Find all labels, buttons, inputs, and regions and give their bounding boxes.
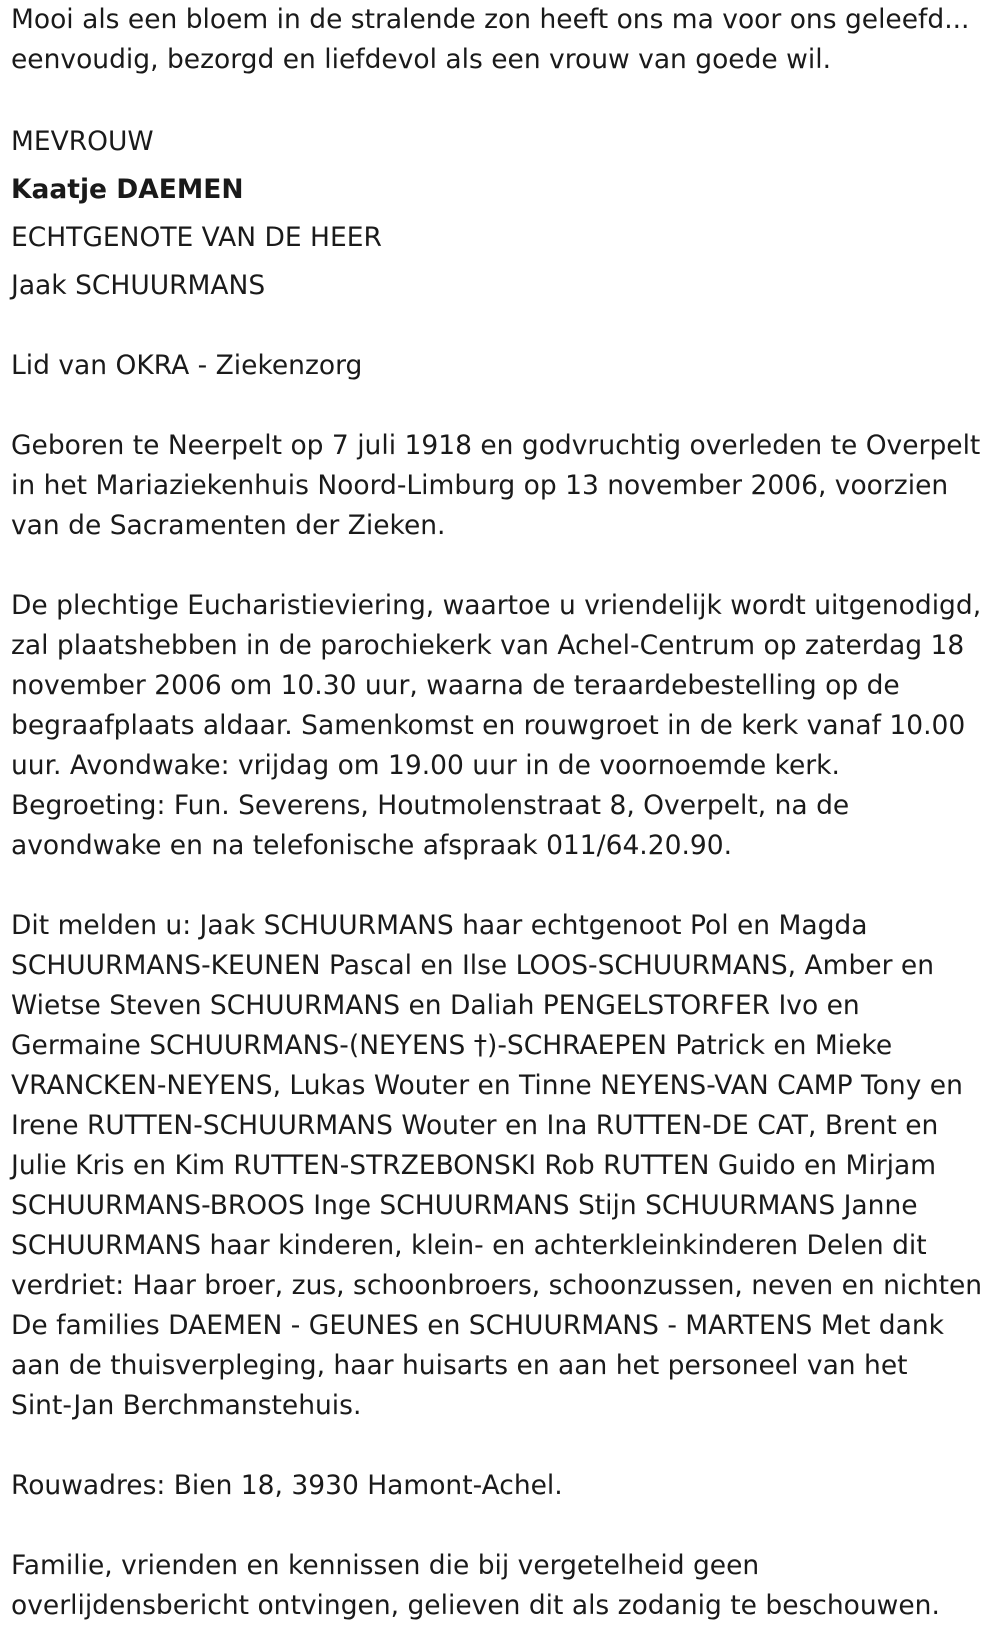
- paragraph-line: SCHUURMANS-BROOS Inge SCHUURMANS Stijn SCHUURMANS Janne: [11, 1190, 918, 1221]
- intro-line: eenvoudig, bezorgd en liefdevol als een vrouw van goede wil.: [11, 44, 831, 75]
- birth-death-paragraph: [11, 426, 988, 546]
- mourning-address: Rouwadres: Bien 18, 3930 Hamont-Achel.: [11, 1470, 563, 1501]
- paragraph-line: De plechtige Eucharistieviering, waartoe u vriendelijk wordt uitgenodigd,: [11, 590, 982, 621]
- paragraph-line: Familie, vrienden en kennissen die bij vergetelheid geen: [11, 1550, 760, 1581]
- spouse-prefix: ECHTGENOTE VAN DE HEER: [11, 222, 382, 253]
- membership: [11, 346, 988, 386]
- deceased-heading: [11, 118, 988, 310]
- intro-verse: [11, 0, 988, 80]
- paragraph-line: Sint-Jan Berchmanstehuis.: [11, 1390, 362, 1421]
- paragraph-line: begraafplaats aldaar. Samenkomst en rouwgroet in de kerk vanaf 10.00: [11, 710, 966, 741]
- paragraph-line: Wietse Steven SCHUURMANS en Daliah PENGELSTORFER Ivo en: [11, 990, 860, 1021]
- spouse-name: Jaak SCHUURMANS: [11, 270, 266, 301]
- address-paragraph: [11, 1466, 988, 1506]
- paragraph-line: Begroeting: Fun. Severens, Houtmolenstraat 8, Overpelt, na de: [11, 790, 850, 821]
- honorific: MEVROUW: [11, 126, 154, 157]
- paragraph-line: SCHUURMANS-KEUNEN Pascal en Ilse LOOS-SCHUURMANS, Amber en: [11, 950, 934, 981]
- deceased-name: Kaatje DAEMEN: [11, 174, 244, 205]
- paragraph-line: Dit melden u: Jaak SCHUURMANS haar echtgenoot Pol en Magda: [11, 910, 868, 941]
- intro-line: Mooi als een bloem in de stralende zon heeft ons ma voor ons geleefd...: [11, 4, 970, 35]
- paragraph-line: overlijdensbericht ontvingen, gelieven dit als zodanig te beschouwen.: [11, 1590, 940, 1621]
- paragraph-line: De families DAEMEN - GEUNES en SCHUURMANS - MARTENS Met dank: [11, 1310, 944, 1341]
- paragraph-line: VRANCKEN-NEYENS, Lukas Wouter en Tinne NEYENS-VAN CAMP Tony en: [11, 1070, 963, 1101]
- paragraph-line: verdriet: Haar broer, zus, schoonbroers, schoonzussen, neven en nichten: [11, 1270, 983, 1301]
- paragraph-line: Geboren te Neerpelt op 7 juli 1918 en godvruchtig overleden te Overpelt: [11, 430, 981, 461]
- paragraph-line: uur. Avondwake: vrijdag om 19.00 uur in de voornoemde kerk.: [11, 750, 840, 781]
- membership-line: Lid van OKRA - Ziekenzorg: [11, 350, 363, 381]
- paragraph-line: Julie Kris en Kim RUTTEN-STRZEBONSKI Rob RUTTEN Guido en Mirjam: [11, 1150, 937, 1181]
- paragraph-line: Irene RUTTEN-SCHUURMANS Wouter en Ina RUTTEN-DE CAT, Brent en: [11, 1110, 939, 1141]
- paragraph-line: zal plaatshebben in de parochiekerk van Achel-Centrum op zaterdag 18: [11, 630, 965, 661]
- family-paragraph: [11, 906, 988, 1426]
- paragraph-line: november 2006 om 10.30 uur, waarna de teraardebestelling op de: [11, 670, 900, 701]
- paragraph-line: avondwake en na telefonische afspraak 011/64.20.90.: [11, 830, 733, 861]
- paragraph-line: Germaine SCHUURMANS-(NEYENS †)-SCHRAEPEN Patrick en Mieke: [11, 1030, 893, 1061]
- service-paragraph: [11, 586, 988, 866]
- paragraph-line: aan de thuisverpleging, haar huisarts en aan het personeel van het: [11, 1350, 908, 1381]
- paragraph-line: in het Mariaziekenhuis Noord-Limburg op 13 november 2006, voorzien: [11, 470, 949, 501]
- paragraph-line: SCHUURMANS haar kinderen, klein- en achterkleinkinderen Delen dit: [11, 1230, 927, 1261]
- closing-paragraph: [11, 1546, 988, 1626]
- paragraph-line: van de Sacramenten der Zieken.: [11, 510, 446, 541]
